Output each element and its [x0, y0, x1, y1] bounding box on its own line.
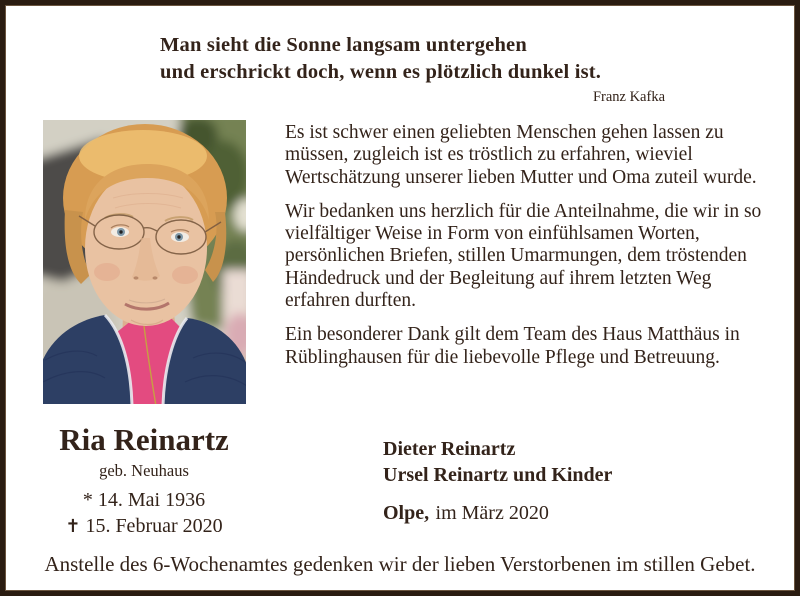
place: Olpe,	[383, 502, 430, 524]
mourner-2: Ursel Reinartz und Kinder	[383, 464, 613, 486]
place-date-line	[383, 502, 612, 525]
portrait-illustration	[43, 120, 246, 404]
death-date-line	[35, 514, 253, 539]
death-date: 15. Februar 2020	[85, 515, 223, 537]
memorial-note: Anstelle des 6-Wochenamtes gedenken wir der lieben Verstorbenen im stillen Gebet.	[44, 552, 756, 576]
epigraph-line-2: und erschrickt doch, wenn es plötzlich dunkel ist.	[160, 61, 602, 83]
epigraph	[160, 32, 665, 106]
birth-asterisk-symbol: *	[82, 489, 93, 511]
birth-date-line	[35, 488, 253, 512]
paragraph-consolation: Es ist schwer einen geliebten Menschen gehen lassen zu müssen, zugleich ist es tröstlich zu erfahren, wieviel Wertschätzung unserer lieben Mutter und Oma zuteil wurde.	[285, 122, 757, 188]
cross-icon: ✝	[65, 516, 81, 537]
birth-date: 14. Mai 1936	[97, 489, 206, 511]
mourner-1: Dieter Reinartz	[383, 438, 516, 460]
portrait-photo	[43, 120, 246, 404]
deceased-name: Ria Reinartz	[59, 422, 229, 457]
paragraph-special-thanks: Ein besonderer Dank gilt dem Team des Haus Matthäus in Rüblinghausen für die liebevolle Pflege und Betreuung.	[285, 324, 740, 368]
epigraph-line-1: Man sieht die Sonne langsam untergehen	[160, 34, 527, 56]
notice-text	[285, 122, 779, 381]
mourners-block	[383, 436, 612, 525]
deceased-block	[35, 421, 253, 539]
date: im März 2020	[435, 502, 549, 524]
paragraph-thanks: Wir bedanken uns herzlich für die Anteilnahme, die wir in so vielfältiger Weise in Form von einfühlsamen Worten, persönlichen Briefen, stillen Umarmungen, dem tröstenden Händedruck und der Begleitung auf ihrem letzten Weg erfahren durften.	[285, 200, 762, 312]
epigraph-attribution: Franz Kafka	[592, 89, 665, 105]
deceased-birth-name: geb. Neuhaus	[99, 461, 189, 480]
